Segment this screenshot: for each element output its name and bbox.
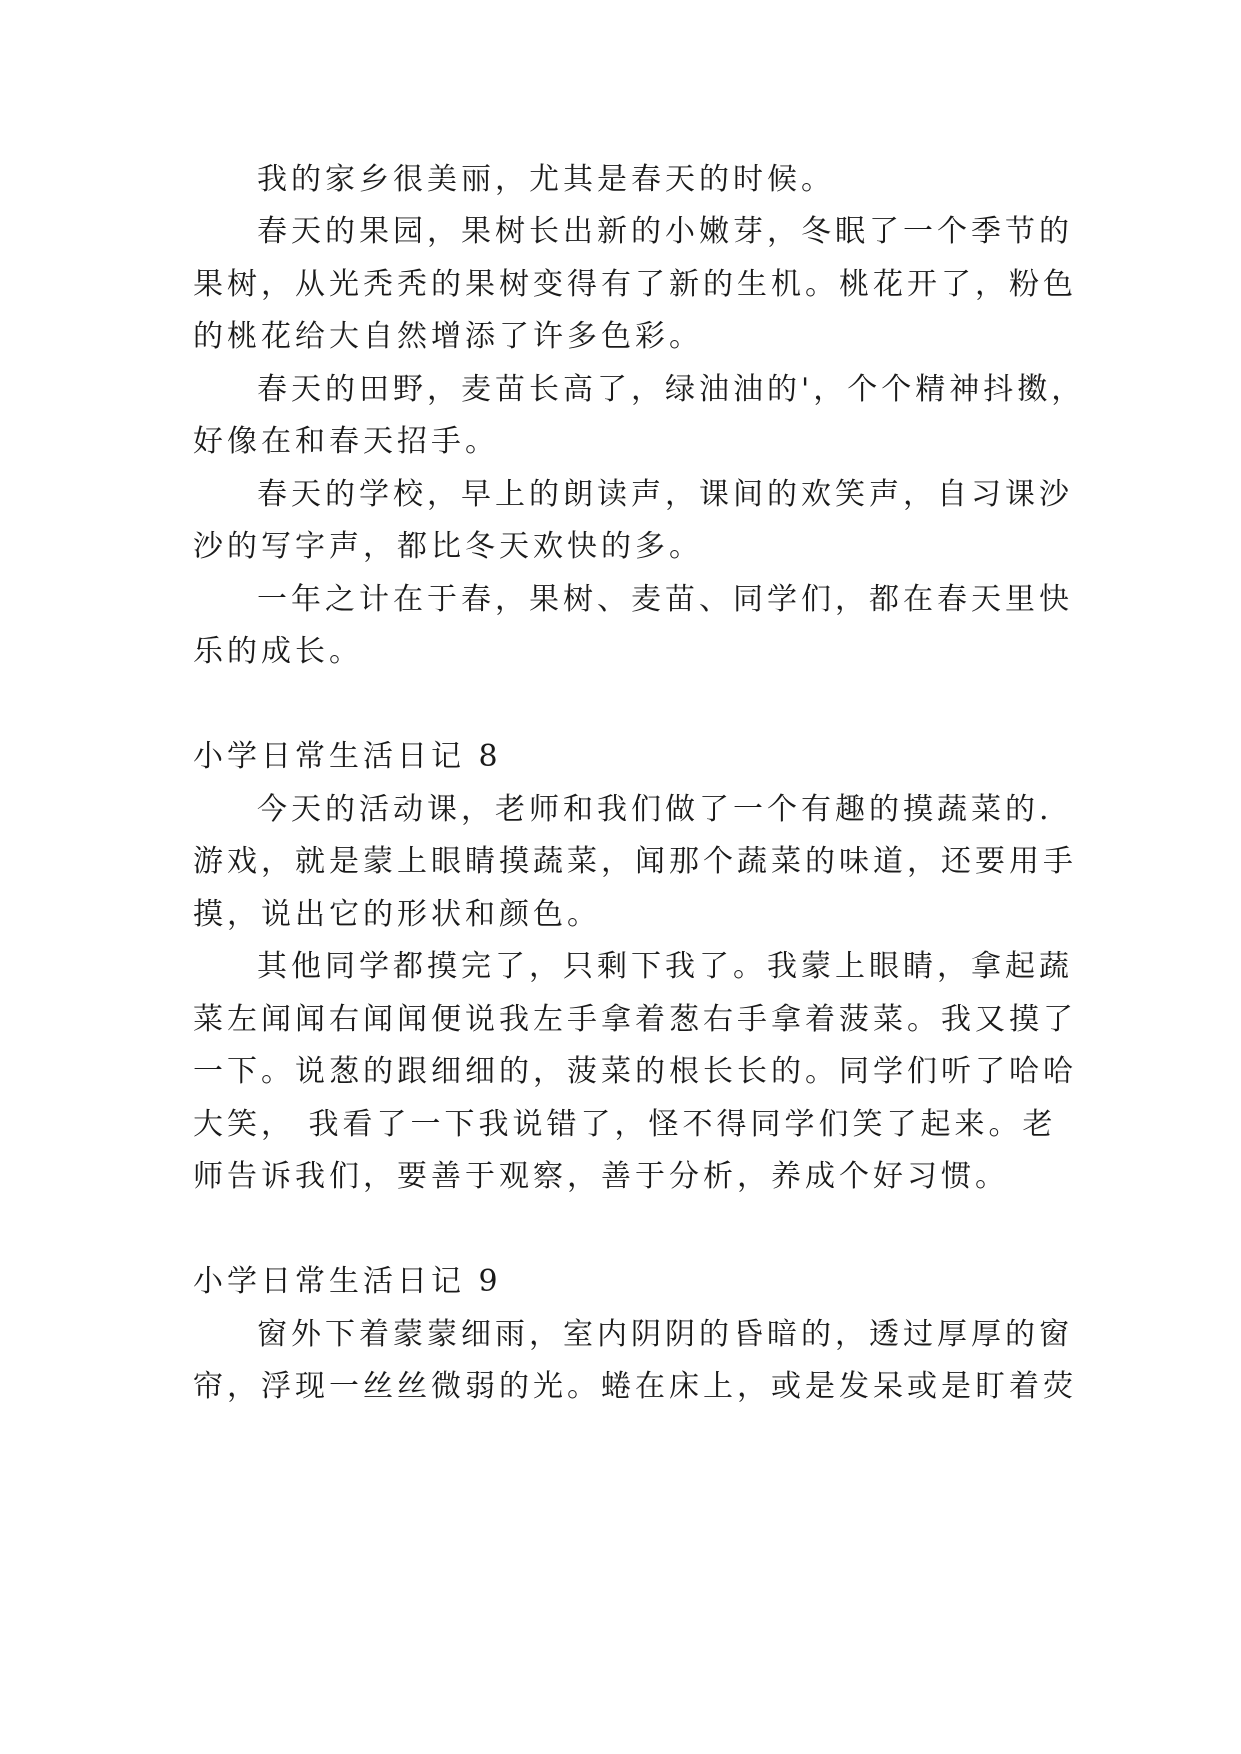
- paragraph-line: 沙的写字声，都比冬天欢快的多。: [193, 529, 703, 564]
- paragraph-line: 大笑， 我看了一下我说错了，怪不得同学们笑了起来。老: [193, 1107, 1057, 1142]
- paragraph-line: 春天的果园，果树长出新的小嫩芽，冬眠了一个季节的: [257, 214, 1073, 249]
- section-heading: 小学日常生活日记 8: [193, 739, 502, 774]
- paragraph-line: 春天的田野，麦苗长高了，绿油油的'，个个精神抖擞，: [257, 372, 1086, 407]
- paragraph-line: 春天的学校，早上的朗读声，课间的欢笑声，自习课沙: [257, 477, 1073, 512]
- paragraph-line: 一下。说葱的跟细细的，菠菜的根长长的。同学们听了哈哈: [193, 1054, 1077, 1089]
- paragraph-line: 乐的成长。: [193, 634, 363, 669]
- paragraph-line: 的桃花给大自然增添了许多色彩。: [193, 319, 703, 354]
- paragraph-line: 游戏，就是蒙上眼睛摸蔬菜，闻那个蔬菜的味道，还要用手: [193, 844, 1077, 879]
- paragraph-line: 菜左闻闻右闻闻便说我左手拿着葱右手拿着菠菜。我又摸了: [193, 1002, 1077, 1037]
- paragraph-line: 窗外下着蒙蒙细雨，室内阴阴的昏暗的，透过厚厚的窗: [257, 1317, 1073, 1352]
- paragraph-line: 今天的活动课，老师和我们做了一个有趣的摸蔬菜的.: [257, 792, 1053, 827]
- paragraph-line: 果树，从光秃秃的果树变得有了新的生机。桃花开了，粉色: [193, 267, 1077, 302]
- paragraph-line: 摸，说出它的形状和颜色。: [193, 897, 601, 932]
- paragraph-line: 帘，浮现一丝丝微弱的光。蜷在床上，或是发呆或是盯着荧: [193, 1369, 1077, 1404]
- paragraph-line: 好像在和春天招手。: [193, 424, 499, 459]
- section-heading: 小学日常生活日记 9: [193, 1264, 502, 1299]
- paragraph-line: 师告诉我们，要善于观察，善于分析，养成个好习惯。: [193, 1159, 1009, 1194]
- paragraph-line: 一年之计在于春，果树、麦苗、同学们，都在春天里快: [257, 582, 1073, 617]
- paragraph-line: 我的家乡很美丽，尤其是春天的时候。: [257, 162, 835, 197]
- paragraph-line: 其他同学都摸完了，只剩下我了。我蒙上眼睛，拿起蔬: [257, 949, 1073, 984]
